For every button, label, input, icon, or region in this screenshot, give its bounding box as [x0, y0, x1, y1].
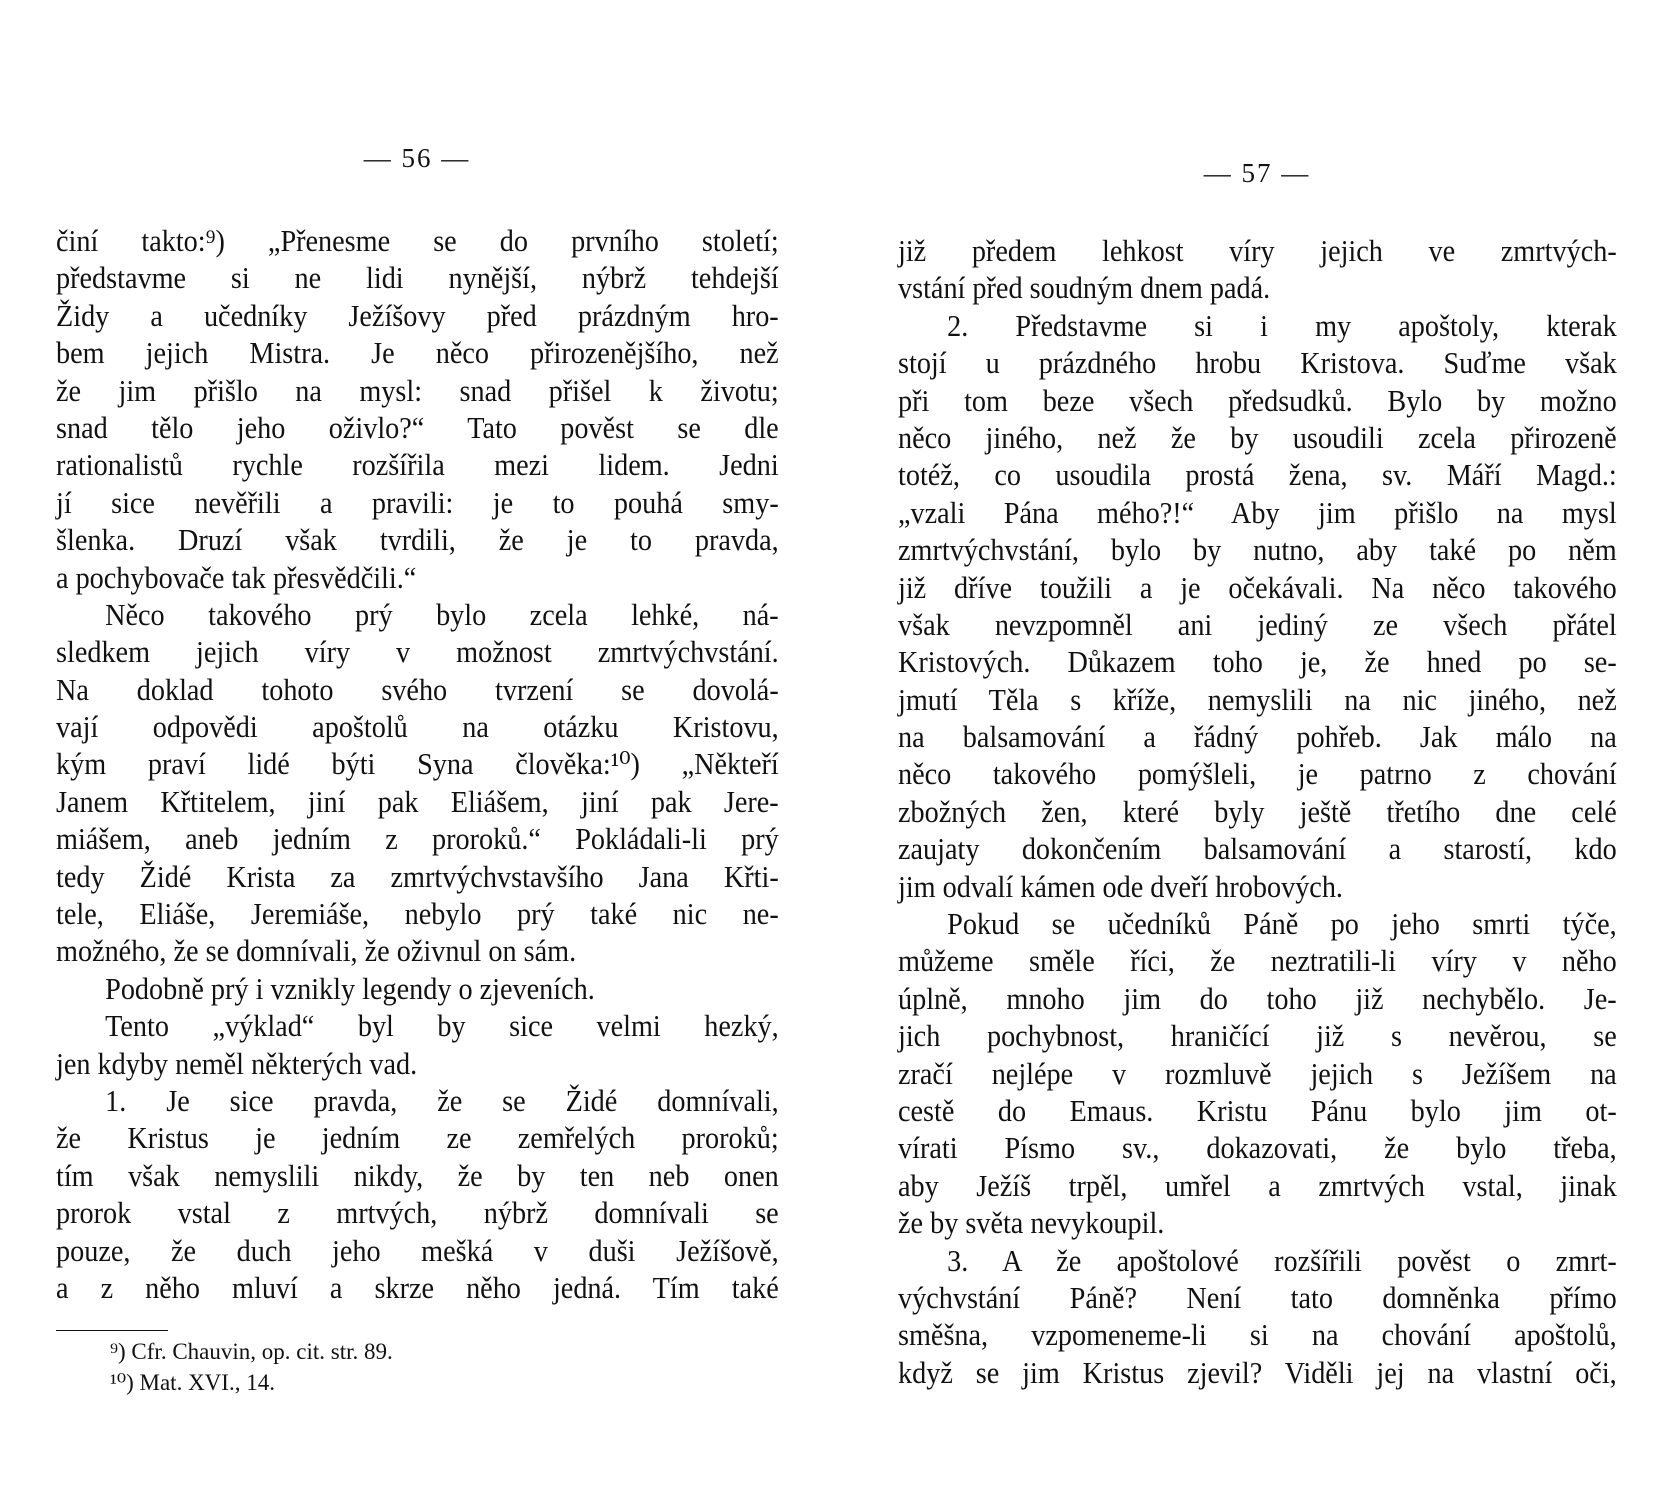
text-line: sledkem jejich víry v možnost zmrtvýchvstání. [56, 634, 779, 670]
text-line: zračí nejlépe v rozmluvě jejich s Ježíšem na [898, 1055, 1617, 1091]
text-line: aby Ježíš trpěl, umřel a zmrtvých vstal, jinak [898, 1167, 1617, 1203]
left-page [56, 0, 778, 1501]
text-line: Kristových. Důkazem toho je, že hned po se- [898, 644, 1617, 680]
text-line: tím však nemyslili nikdy, že by ten neb onen [56, 1157, 779, 1193]
text-line: Podobně prý i vznikly legendy o zjeveních. [105, 970, 595, 1006]
text-line: úplně, mnoho jim do toho již nechybělo. Je- [898, 980, 1617, 1016]
text-line: totéž, co usoudila prostá žena, sv. Máří Magd.: [898, 457, 1617, 493]
text-line: cestě do Emaus. Kristu Pánu bylo jim ot- [898, 1092, 1617, 1128]
text-line: zbožných žen, které byly ještě třetího dne celé [898, 793, 1617, 829]
text-line: že by světa nevykoupil. [898, 1205, 1165, 1241]
text-line: výchvstání Páně? Není tato domněnka přímo [898, 1279, 1617, 1315]
text-line: zmrtvýchvstání, bylo by nutno, aby také po něm [898, 532, 1617, 568]
text-line: Židy a učedníky Ježíšovy před prázdným hro- [56, 297, 779, 333]
text-line: Něco takového prý bylo zcela lehké, ná- [105, 596, 779, 632]
text-line: zaujaty dokončením balsamování a starostí, kdo [898, 831, 1617, 867]
text-line: tedy Židé Krista za zmrtvýchvstavšího Jana Křti- [56, 858, 779, 894]
text-line: bem jejich Mistra. Je něco přirozenějšího, než [56, 335, 779, 371]
page-text [898, 232, 1616, 1391]
right-page [898, 0, 1616, 1501]
text-line: však nevzpomněl ani jediný ze všech přátel [898, 606, 1617, 642]
text-line: již předem lehkost víry jejich ve zmrtvých- [898, 233, 1617, 268]
text-line: kým praví lidé býti Syna člověka:¹⁰) „Někteří [56, 746, 779, 782]
text-line: Na doklad tohoto svého tvrzení se dovolá- [56, 671, 779, 707]
text-line: že jim přišlo na mysl: snad přišel k životu; [56, 372, 779, 408]
text-line: 2. Představme si i my apoštoly, kterak [947, 307, 1617, 343]
text-line: vají odpovědi apoštolů na otázku Kristovu, [56, 709, 779, 745]
text-line: stojí u prázdného hrobu Kristova. Suďme však [898, 345, 1617, 381]
text-line: a z něho mluví a skrze něho jedná. Tím také [56, 1269, 779, 1305]
text-line: tele, Eliáše, Jeremiáše, nebylo prý také nic ne- [56, 896, 779, 932]
text-line: směšna, vzpomeneme-li si na chování apoštolů, [898, 1317, 1617, 1353]
footnote-divider [56, 1330, 168, 1331]
text-line: jí sice nevěřili a pravili: je to pouhá smy- [56, 484, 779, 520]
text-line: představme si ne lidi nynější, nýbrž tehdejší [56, 260, 779, 296]
text-line: můžeme směle říci, že neztratili-li víry v něho [898, 943, 1617, 979]
text-line: šlenka. Druzí však tvrdili, že je to pravda, [56, 522, 779, 558]
text-line: 3. A že apoštolové rozšířili pověst o zmrt- [947, 1242, 1617, 1278]
text-line: Tento „výklad“ byl by sice velmi hezký, [105, 1008, 779, 1044]
text-line: při tom beze všech předsudků. Bylo by možno [898, 382, 1617, 418]
text-line: něco jiného, než že by usoudili zcela přirozeně [898, 419, 1617, 455]
text-line: jim odvalí kámen ode dveří hrobových. [898, 868, 1343, 904]
text-line: jmutí Těla s kříže, nemyslili na nic jiného, než [898, 681, 1617, 717]
text-line: prorok vstal z mrtvých, nýbrž domnívali se [56, 1195, 779, 1231]
text-line: jich pochybnost, hraničící již s nevěrou, se [898, 1018, 1617, 1054]
text-line: Pokud se učedníků Páně po jeho smrti týče, [947, 906, 1617, 942]
text-line: činí takto:⁹) „Přenesme se do prvního století; [56, 223, 779, 258]
text-line: že Kristus je jedním ze zemřelých proroků; [56, 1120, 779, 1156]
footnote: ⁹) Cfr. Chauvin, op. cit. str. 89. [110, 1339, 393, 1364]
text-line: vstání před soudným dnem padá. [898, 270, 1271, 306]
text-line: miášem, aneb jedním z proroků.“ Pokládali-li prý [56, 821, 779, 857]
text-line: 1. Je sice pravda, že se Židé domnívali, [105, 1082, 779, 1118]
text-line: na balsamování a řádný pohřeb. Jak málo na [898, 719, 1617, 755]
page-number: — 57 — [1203, 158, 1311, 188]
text-line: možného, že se domnívali, že oživnul on sám. [56, 933, 577, 969]
text-line: jen kdyby neměl některých vad. [56, 1045, 418, 1081]
footnote: ¹⁰) Mat. XVI., 14. [110, 1370, 275, 1395]
page-text [56, 222, 778, 1306]
text-line: již dříve toužili a je očekávali. Na něco takového [898, 569, 1617, 605]
text-line: a pochybovače tak přesvědčili.“ [56, 559, 417, 595]
text-line: něco takového pomýšleli, je patrno z chování [898, 756, 1617, 792]
page-number: — 56 — [363, 143, 471, 173]
text-line: když se jim Kristus zjevil? Viděli jej na vlastní oči, [898, 1354, 1617, 1390]
text-line: vírati Písmo sv., dokazovati, že bylo třeba, [898, 1130, 1617, 1166]
footnotes [110, 1336, 393, 1398]
text-line: pouze, že duch jeho mešká v duši Ježíšově, [56, 1232, 779, 1268]
text-line: snad tělo jeho oživlo?“ Tato pověst se dle [56, 409, 779, 445]
text-line: Janem Křtitelem, jiní pak Eliášem, jiní pak Jere- [56, 783, 779, 819]
text-line: „vzali Pána mého?!“ Aby jim přišlo na mysl [898, 494, 1617, 530]
text-line: rationalistů rychle rozšířila mezi lidem. Jedni [56, 447, 779, 483]
